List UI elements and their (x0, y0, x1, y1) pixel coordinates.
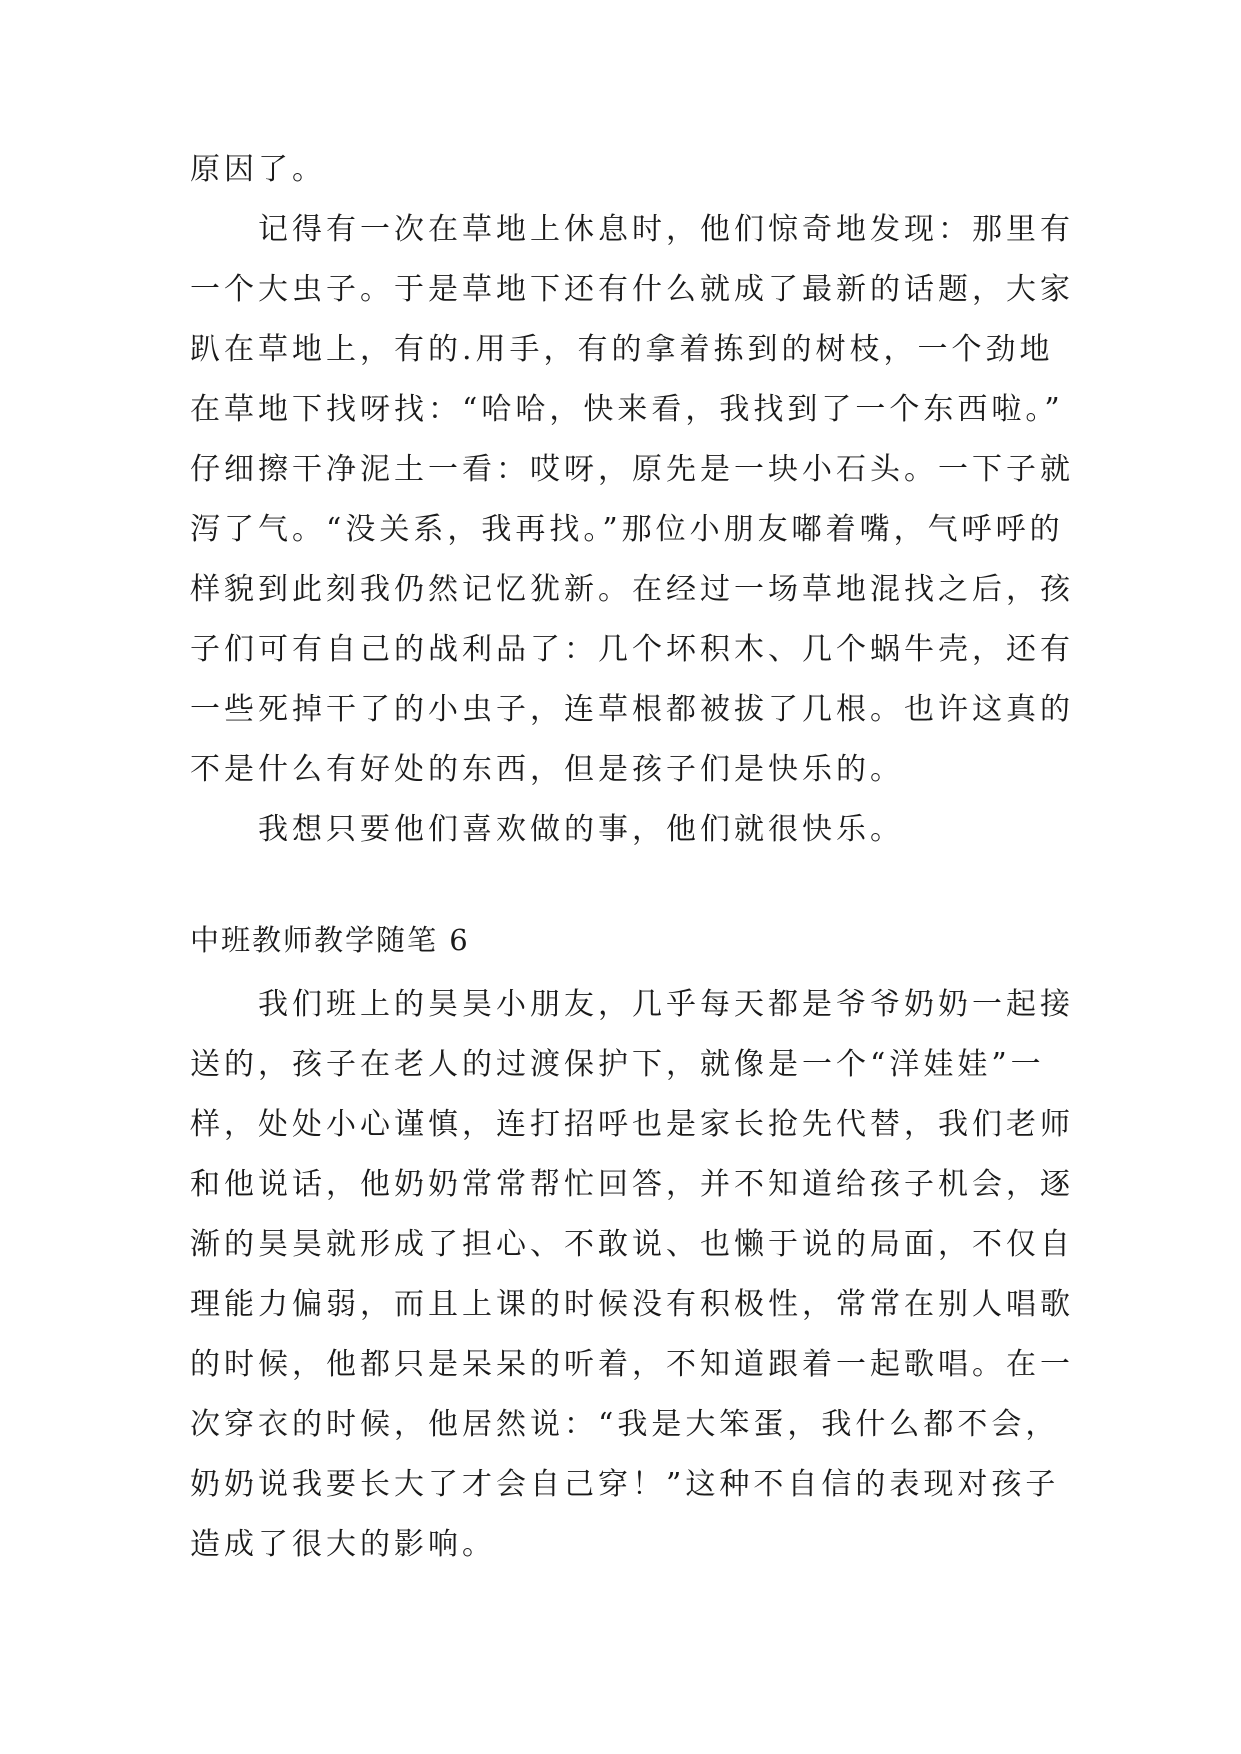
paragraph-line: 渐的昊昊就形成了担心、不敢说、也懒于说的局面，不仅自 (190, 1227, 1074, 1262)
paragraph-line: 一些死掉干了的小虫子，连草根都被拔了几根。也许这真的 (190, 692, 1074, 727)
paragraph-line: 奶奶说我要长大了才会自己穿！”这种不自信的表现对孩子 (190, 1467, 1060, 1502)
paragraph-line: 和他说话，他奶奶常常帮忙回答，并不知道给孩子机会，逐 (190, 1167, 1074, 1202)
paragraph-line: 趴在草地上，有的.用手，有的拿着拣到的树枝，一个劲地 (190, 332, 1054, 367)
paragraph-line: 原因了。 (190, 152, 326, 187)
section-heading: 中班教师教学随笔 6 (190, 923, 470, 957)
paragraph-line: 送的，孩子在老人的过渡保护下，就像是一个“洋娃娃”一 (190, 1047, 1045, 1082)
paragraph-line: 子们可有自己的战利品了：几个坏积木、几个蜗牛壳，还有 (190, 632, 1074, 667)
paragraph-line: 我们班上的昊昊小朋友，几乎每天都是爷爷奶奶一起接 (258, 987, 1074, 1022)
paragraph-line: 样，处处小心谨慎，连打招呼也是家长抢先代替，我们老师 (190, 1107, 1074, 1142)
paragraph-line: 样貌到此刻我仍然记忆犹新。在经过一场草地混找之后，孩 (190, 572, 1074, 607)
paragraph-line: 我想只要他们喜欢做的事，他们就很快乐。 (258, 812, 904, 847)
paragraph-line: 的时候，他都只是呆呆的听着，不知道跟着一起歌唱。在一 (190, 1347, 1074, 1382)
paragraph-line: 在草地下找呀找：“哈哈，快来看，我找到了一个东西啦。” (190, 392, 1064, 427)
paragraph-line: 一个大虫子。于是草地下还有什么就成了最新的话题，大家 (190, 272, 1074, 307)
paragraph-line: 次穿衣的时候，他居然说：“我是大笨蛋，我什么都不会， (190, 1407, 1060, 1442)
paragraph-line: 不是什么有好处的东西，但是孩子们是快乐的。 (190, 752, 904, 787)
paragraph-line: 记得有一次在草地上休息时，他们惊奇地发现：那里有 (258, 212, 1074, 247)
paragraph-line: 造成了很大的影响。 (190, 1527, 496, 1562)
paragraph-line: 仔细擦干净泥土一看：哎呀，原先是一块小石头。一下子就 (190, 452, 1074, 487)
paragraph-line: 理能力偏弱，而且上课的时候没有积极性，常常在别人唱歌 (190, 1287, 1074, 1322)
paragraph-line: 泻了气。“没关系，我再找。”那位小朋友嘟着嘴，气呼呼的 (190, 512, 1064, 547)
